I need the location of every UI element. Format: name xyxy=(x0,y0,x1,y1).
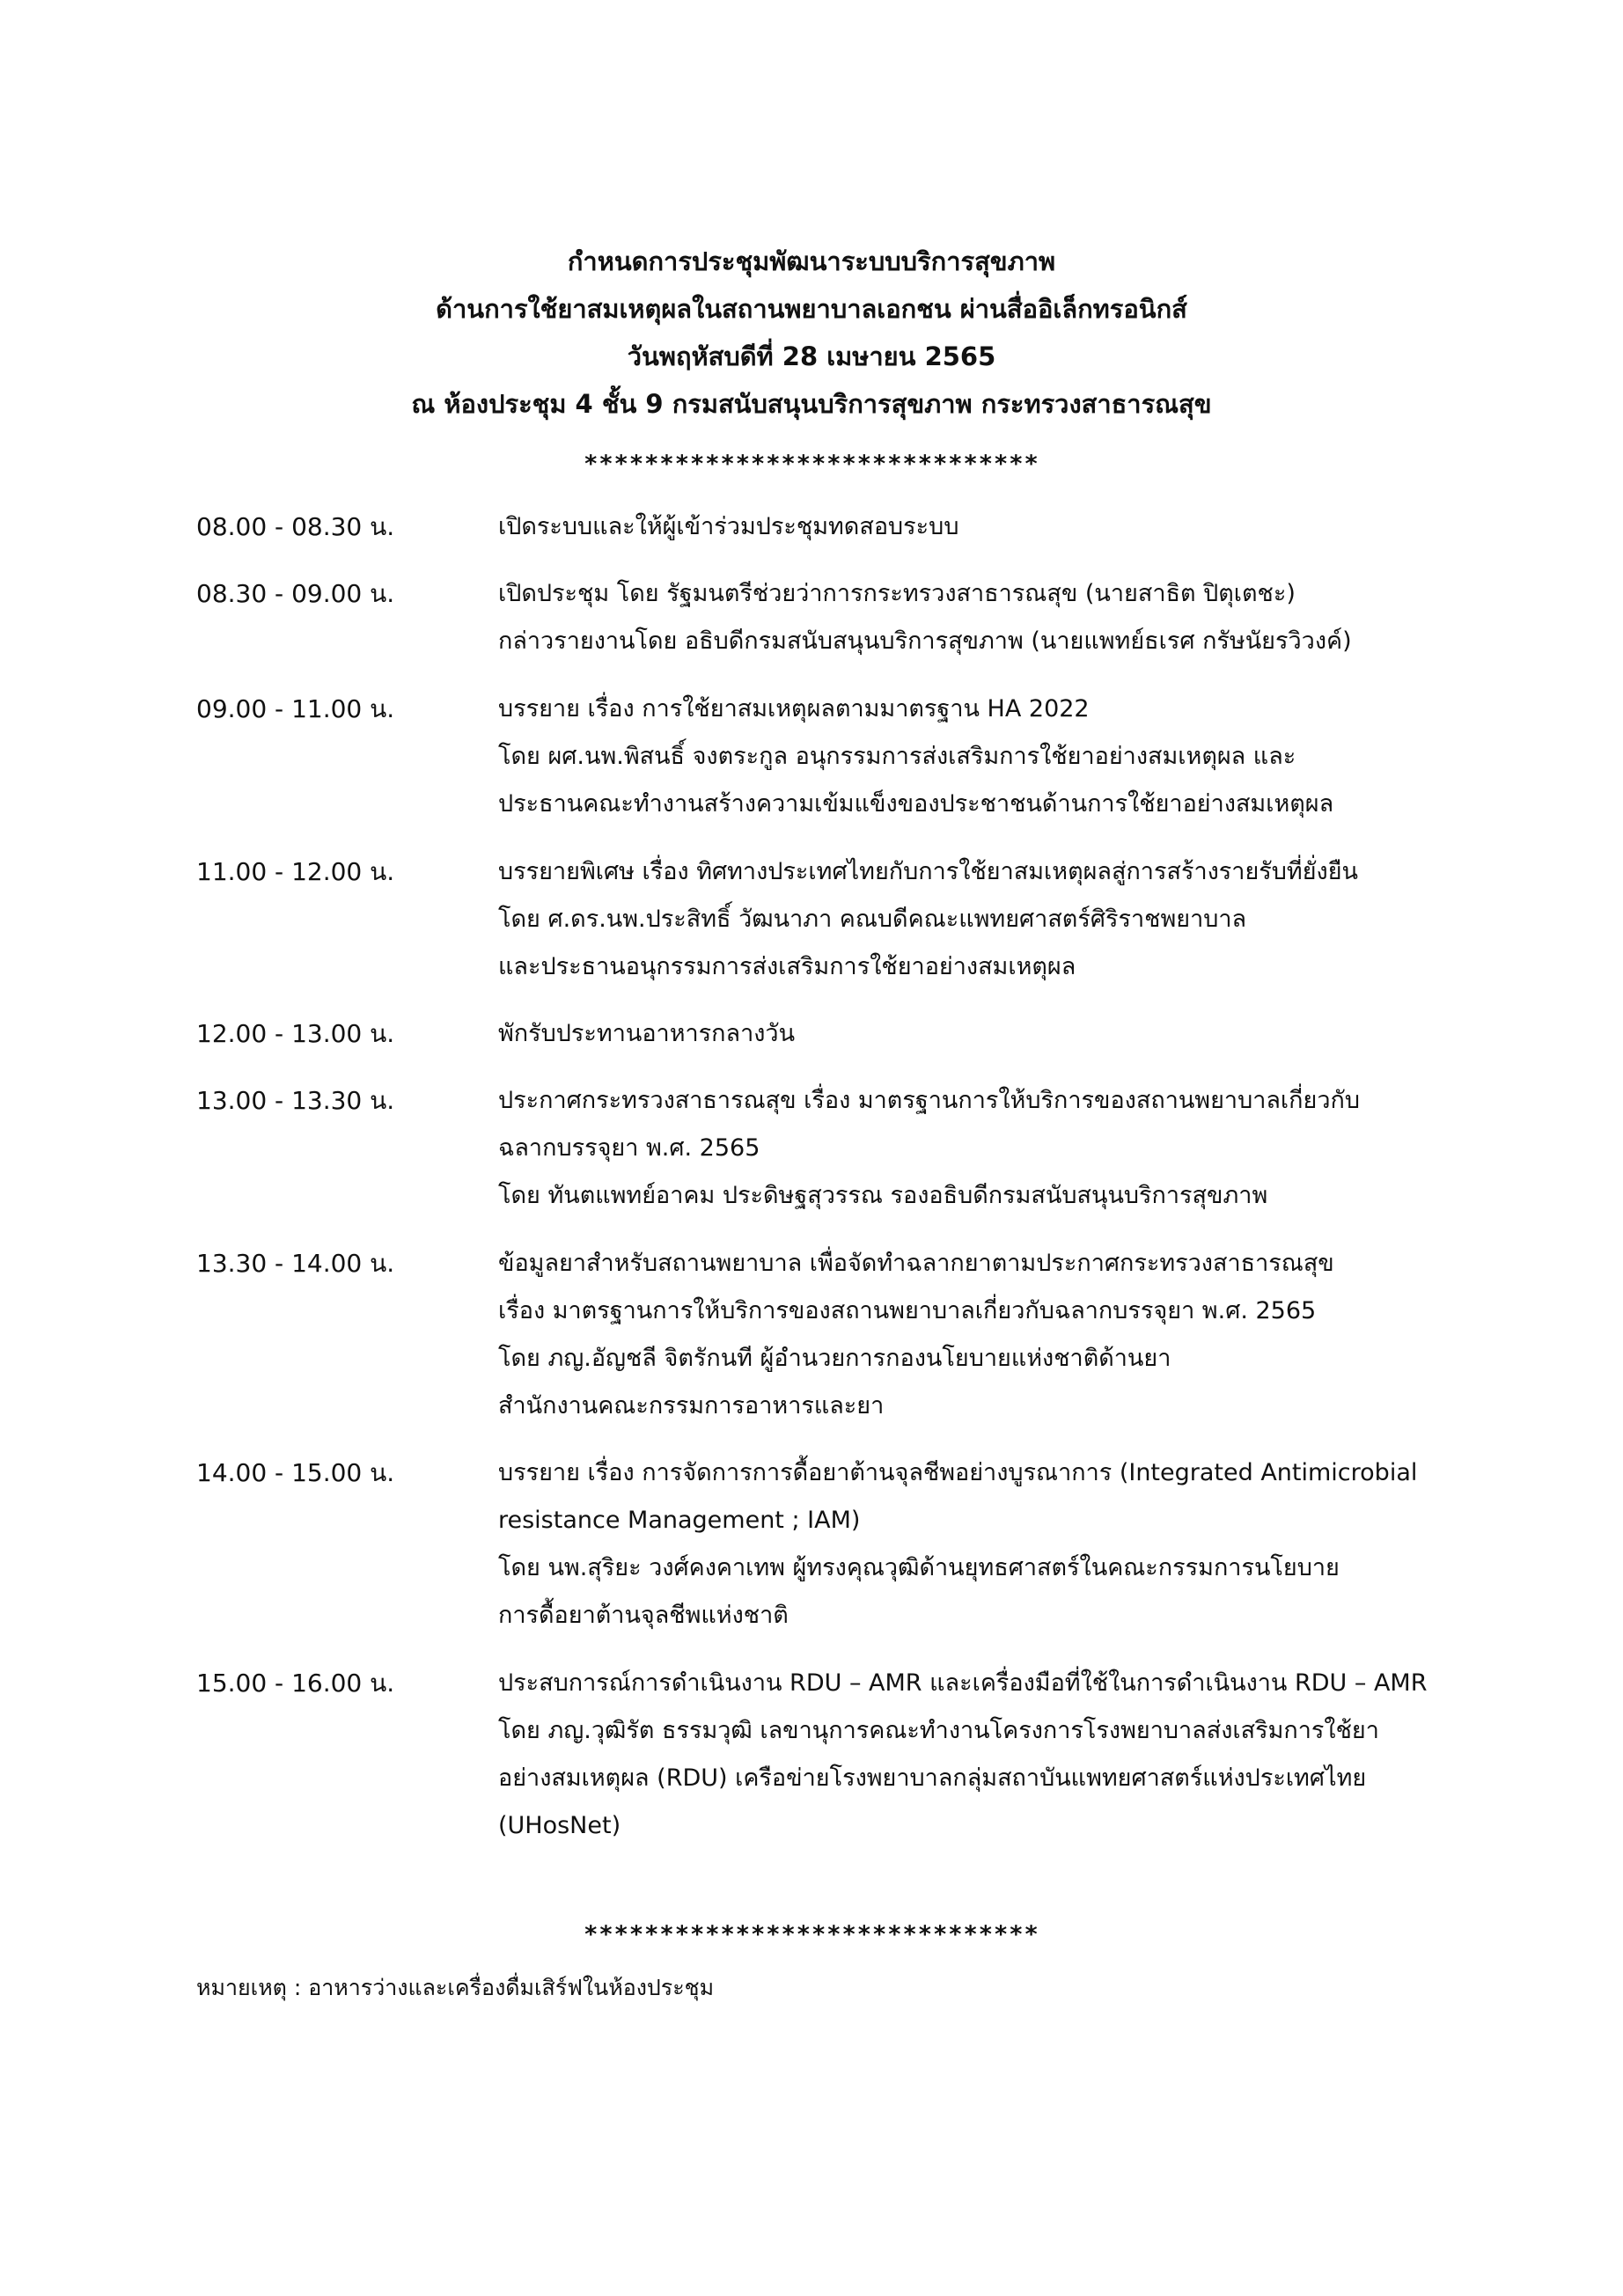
agenda-description xyxy=(498,1077,1502,1220)
header-subtitle: ด้านการใช้ยาสมเหตุผลในสถานพยาบาลเอกชน ผ่านสื่ออิเล็กทรอนิกส์ xyxy=(436,294,1187,324)
separator-top: ****************************** xyxy=(584,451,1039,478)
agenda-line: ประธานคณะทำงานสร้างความเข้มแข็งของประชาชนด้านการใช้ยาอย่างสมเหตุผล xyxy=(498,790,1334,818)
agenda-description xyxy=(498,1449,1502,1639)
agenda-line: ประสบการณ์การดำเนินงาน RDU – AMR และเครื่องมือที่ใช้ในการดำเนินงาน RDU – AMR xyxy=(498,1669,1428,1697)
header-title: กำหนดการประชุมพัฒนาระบบบริการสุขภาพ xyxy=(567,246,1056,276)
agenda-description xyxy=(498,1660,1502,1850)
agenda-line: อย่างสมเหตุผล (RDU) เครือข่ายโรงพยาบาลกลุ่มสถาบันแพทยศาสตร์แห่งประเทศไทย xyxy=(498,1764,1367,1792)
agenda-line: โดย ภญ.วุฒิรัต ธรรมวุฒิ เลขานุการคณะทำงานโครงการโรงพยาบาลส่งเสริมการใช้ยา xyxy=(498,1717,1379,1744)
agenda-line: เรื่อง มาตรฐานการให้บริการของสถานพยาบาลเกี่ยวกับฉลากบรรจุยา พ.ศ. 2565 xyxy=(498,1297,1317,1324)
agenda-time: 14.00 - 15.00 น. xyxy=(196,1458,395,1487)
agenda-time: 15.00 - 16.00 น. xyxy=(196,1669,395,1698)
agenda-line: การดื้อยาต้านจุลชีพแห่งชาติ xyxy=(498,1602,789,1629)
agenda-time: 08.00 - 08.30 น. xyxy=(196,512,395,541)
agenda-time: 08.30 - 09.00 น. xyxy=(196,579,395,608)
agenda-description xyxy=(498,503,1502,551)
agenda-line: บรรยาย เรื่อง การจัดการการดื้อยาต้านจุลชีพอย่างบูรณาการ (Integrated Antimicrobial xyxy=(498,1459,1418,1486)
agenda-time: 13.00 - 13.30 น. xyxy=(196,1086,395,1115)
agenda-line: บรรยาย เรื่อง การใช้ยาสมเหตุผลตามมาตรฐาน HA 2022 xyxy=(498,695,1090,723)
header-date: วันพฤหัสบดีที่ 28 เมษายน 2565 xyxy=(627,341,996,371)
agenda-line: บรรยายพิเศษ เรื่อง ทิศทางประเทศไทยกับการใช้ยาสมเหตุผลสู่การสร้างรายรับที่ยั่งยืน xyxy=(498,858,1358,885)
agenda-line: โดย ผศ.นพ.พิสนธิ์ จงตระกูล อนุกรรมการส่งเสริมการใช้ยาอย่างสมเหตุผล และ xyxy=(498,743,1296,770)
agenda-description xyxy=(498,848,1502,991)
agenda-line: สำนักงานคณะกรรมการอาหารและยา xyxy=(498,1392,885,1419)
agenda-description xyxy=(498,1240,1502,1430)
agenda-line: ฉลากบรรจุยา พ.ศ. 2565 xyxy=(498,1134,760,1162)
agenda-line: ข้อมูลยาสำหรับสถานพยาบาล เพื่อจัดทำฉลากยาตามประกาศกระทรวงสาธารณสุข xyxy=(498,1250,1334,1277)
agenda-description xyxy=(498,1010,1502,1058)
agenda-description xyxy=(498,570,1502,665)
document-header xyxy=(0,238,1623,428)
agenda-line: (UHosNet) xyxy=(498,1812,621,1839)
agenda-time: 12.00 - 13.00 น. xyxy=(196,1019,395,1048)
agenda-line: โดย นพ.สุริยะ วงศ์คงคาเทพ ผู้ทรงคุณวุฒิด้านยุทธศาสตร์ในคณะกรรมการนโยบาย xyxy=(498,1554,1340,1581)
agenda-line: และประธานอนุกรรมการส่งเสริมการใช้ยาอย่างสมเหตุผล xyxy=(498,953,1076,980)
agenda-line: โดย ทันตแพทย์อาคม ประดิษฐสุวรรณ รองอธิบดีกรมสนับสนุนบริการสุขภาพ xyxy=(498,1182,1268,1209)
agenda-time: 13.30 - 14.00 น. xyxy=(196,1249,395,1278)
agenda-description xyxy=(498,686,1502,828)
agenda-line: พักรับประทานอาหารกลางวัน xyxy=(498,1020,796,1047)
header-venue: ณ ห้องประชุม 4 ชั้น 9 กรมสนับสนุนบริการสุขภาพ กระทรวงสาธารณสุข xyxy=(411,389,1212,419)
agenda-line: โดย ภญ.อัญชลี จิตรักนที ผู้อำนวยการกองนโยบายแห่งชาติด้านยา xyxy=(498,1345,1171,1372)
agenda-line: เปิดระบบและให้ผู้เข้าร่วมประชุมทดสอบระบบ xyxy=(498,513,959,540)
agenda-time: 11.00 - 12.00 น. xyxy=(196,857,395,886)
agenda-time: 09.00 - 11.00 น. xyxy=(196,694,395,723)
footnote: หมายเหตุ : อาหารว่างและเครื่องดื่มเสิร์ฟในห้องประชุม xyxy=(196,1975,715,2000)
agenda-line: โดย ศ.ดร.นพ.ประสิทธิ์ วัฒนาภา คณบดีคณะแพทยศาสตร์ศิริราชพยาบาล xyxy=(498,906,1247,933)
agenda-line: ประกาศกระทรวงสาธารณสุข เรื่อง มาตรฐานการให้บริการของสถานพยาบาลเกี่ยวกับ xyxy=(498,1087,1360,1114)
agenda-line: resistance Management ; IAM) xyxy=(498,1507,861,1534)
separator-bottom: ****************************** xyxy=(584,1921,1039,1948)
agenda-line: เปิดประชุม โดย รัฐมนตรีช่วยว่าการกระทรวงสาธารณสุข (นายสาธิต ปิตุเตชะ) xyxy=(498,580,1296,607)
agenda-line: กล่าวรายงานโดย อธิบดีกรมสนับสนุนบริการสุขภาพ (นายแพทย์ธเรศ กรัษนัยรวิวงค์) xyxy=(498,627,1352,655)
